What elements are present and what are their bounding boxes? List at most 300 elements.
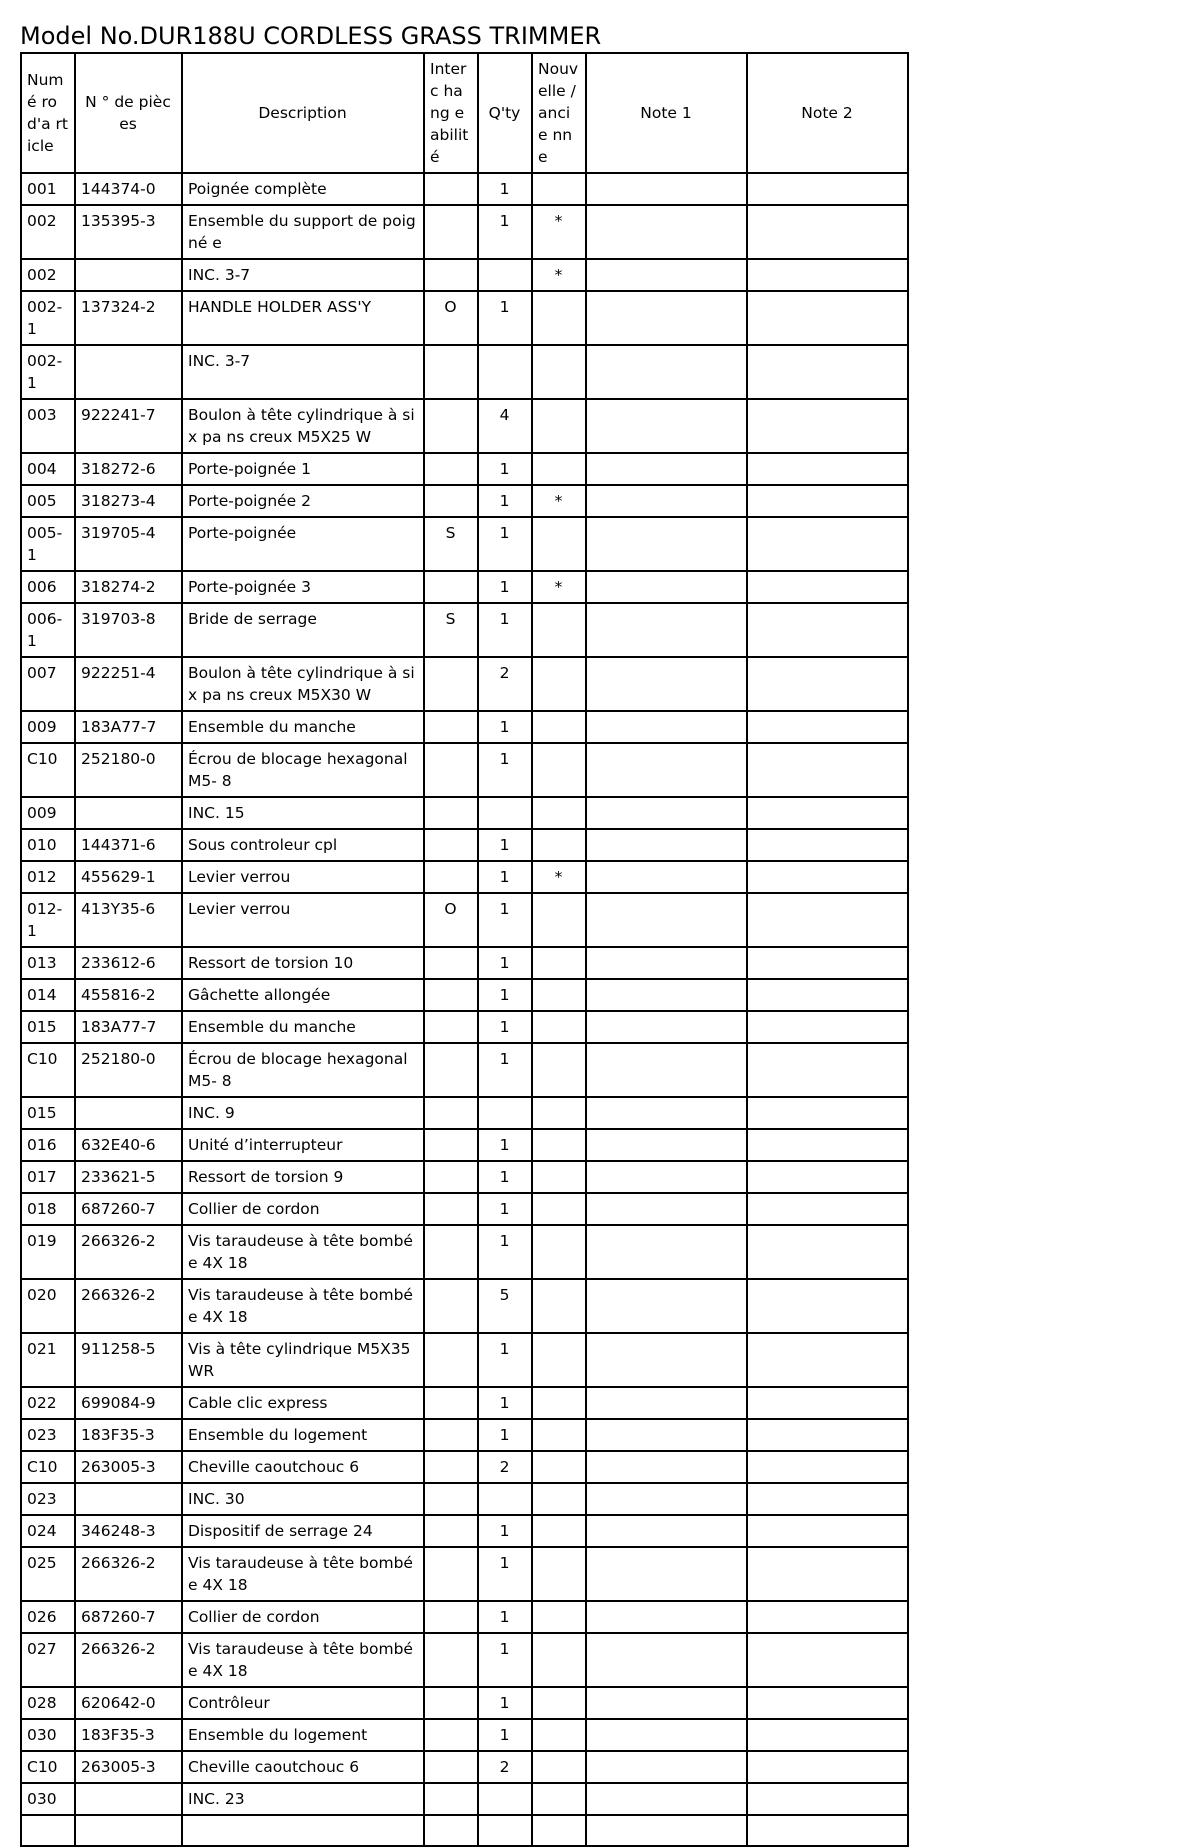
cell-new-old: [532, 345, 586, 399]
cell-note-2: [747, 603, 908, 657]
cell-item-number: 015: [21, 1011, 75, 1043]
cell-description: Collier de cordon: [182, 1601, 424, 1633]
table-row: [21, 829, 908, 861]
cell-interchangeability: [424, 829, 478, 861]
cell-note-1: [586, 1815, 747, 1846]
cell-item-number: 006-1: [21, 603, 75, 657]
cell-new-old: [532, 1515, 586, 1547]
cell-quantity: [478, 1815, 532, 1846]
cell-description: Bride de serrage: [182, 603, 424, 657]
cell-new-old: [532, 1011, 586, 1043]
table-row: [21, 1515, 908, 1547]
cell-note-2: [747, 1783, 908, 1815]
cell-note-2: [747, 1333, 908, 1387]
cell-note-1: [586, 797, 747, 829]
cell-note-1: [586, 571, 747, 603]
cell-note-2: [747, 1043, 908, 1097]
cell-note-1: [586, 743, 747, 797]
cell-note-2: [747, 1601, 908, 1633]
cell-note-2: [747, 1161, 908, 1193]
cell-interchangeability: [424, 1097, 478, 1129]
cell-note-1: [586, 657, 747, 711]
table-row: [21, 1687, 908, 1719]
cell-interchangeability: [424, 1451, 478, 1483]
cell-quantity: 1: [478, 1043, 532, 1097]
cell-interchangeability: [424, 485, 478, 517]
cell-item-number: 002: [21, 205, 75, 259]
cell-part-number: 135395-3: [75, 205, 182, 259]
cell-note-1: [586, 399, 747, 453]
cell-new-old: [532, 947, 586, 979]
cell-part-number: 266326-2: [75, 1633, 182, 1687]
cell-item-number: C10: [21, 1751, 75, 1783]
cell-part-number: 413Y35-6: [75, 893, 182, 947]
cell-note-2: [747, 485, 908, 517]
table-row: [21, 571, 908, 603]
cell-new-old: [532, 1387, 586, 1419]
cell-new-old: [532, 1633, 586, 1687]
cell-interchangeability: [424, 259, 478, 291]
cell-interchangeability: [424, 1633, 478, 1687]
cell-part-number: 183F35-3: [75, 1419, 182, 1451]
cell-part-number: 266326-2: [75, 1225, 182, 1279]
cell-description: INC. 3-7: [182, 259, 424, 291]
table-row: [21, 1751, 908, 1783]
table-row: [21, 205, 908, 259]
cell-description: Vis taraudeuse à tête bombée 4X 18: [182, 1547, 424, 1601]
cell-part-number: [75, 797, 182, 829]
cell-description: Ressort de torsion 10: [182, 947, 424, 979]
cell-note-1: [586, 453, 747, 485]
cell-part-number: 699084-9: [75, 1387, 182, 1419]
parts-table: [20, 52, 909, 1847]
table-row: [21, 517, 908, 571]
cell-note-2: [747, 345, 908, 399]
cell-new-old: [532, 893, 586, 947]
cell-new-old: [532, 711, 586, 743]
cell-quantity: 1: [478, 173, 532, 205]
cell-quantity: 1: [478, 453, 532, 485]
cell-note-1: [586, 1719, 747, 1751]
cell-new-old: [532, 1687, 586, 1719]
cell-item-number: 028: [21, 1687, 75, 1719]
cell-note-2: [747, 1387, 908, 1419]
table-row: [21, 711, 908, 743]
table-row: [21, 861, 908, 893]
cell-note-1: [586, 1515, 747, 1547]
cell-item-number: 025: [21, 1547, 75, 1601]
cell-quantity: [478, 1783, 532, 1815]
cell-part-number: [75, 1783, 182, 1815]
cell-quantity: [478, 345, 532, 399]
cell-item-number: C10: [21, 1043, 75, 1097]
cell-note-2: [747, 517, 908, 571]
cell-description: INC. 30: [182, 1483, 424, 1515]
cell-item-number: 009: [21, 797, 75, 829]
cell-note-2: [747, 829, 908, 861]
cell-item-number: 014: [21, 979, 75, 1011]
cell-quantity: 1: [478, 205, 532, 259]
cell-part-number: 632E40-6: [75, 1129, 182, 1161]
cell-interchangeability: [424, 1043, 478, 1097]
cell-note-2: [747, 1279, 908, 1333]
cell-note-1: [586, 1279, 747, 1333]
cell-interchangeability: [424, 1483, 478, 1515]
cell-note-1: [586, 205, 747, 259]
cell-description: INC. 3-7: [182, 345, 424, 399]
cell-item-number: 030: [21, 1783, 75, 1815]
cell-note-1: [586, 1225, 747, 1279]
cell-item-number: 003: [21, 399, 75, 453]
cell-description: Cheville caoutchouc 6: [182, 1451, 424, 1483]
table-row: [21, 797, 908, 829]
cell-item-number: 030: [21, 1719, 75, 1751]
cell-interchangeability: [424, 657, 478, 711]
cell-new-old: *: [532, 205, 586, 259]
cell-note-2: [747, 453, 908, 485]
cell-note-1: [586, 485, 747, 517]
cell-quantity: 1: [478, 1129, 532, 1161]
cell-item-number: 026: [21, 1601, 75, 1633]
cell-note-1: [586, 1451, 747, 1483]
table-row: [21, 1387, 908, 1419]
cell-description: Boulon à tête cylindrique à six pa ns creux M5X25 W: [182, 399, 424, 453]
cell-note-1: [586, 345, 747, 399]
cell-interchangeability: [424, 1387, 478, 1419]
cell-note-1: [586, 947, 747, 979]
cell-note-2: [747, 711, 908, 743]
cell-interchangeability: [424, 797, 478, 829]
cell-description: Ensemble du logement: [182, 1419, 424, 1451]
cell-new-old: [532, 603, 586, 657]
cell-interchangeability: [424, 1783, 478, 1815]
cell-new-old: [532, 797, 586, 829]
cell-note-1: [586, 1129, 747, 1161]
table-row: [21, 399, 908, 453]
cell-interchangeability: [424, 1129, 478, 1161]
table-row: [21, 979, 908, 1011]
cell-interchangeability: [424, 1333, 478, 1387]
cell-description: Vis taraudeuse à tête bombée 4X 18: [182, 1633, 424, 1687]
cell-description: Ensemble du manche: [182, 1011, 424, 1043]
cell-quantity: 1: [478, 1687, 532, 1719]
cell-note-1: [586, 603, 747, 657]
cell-note-1: [586, 1483, 747, 1515]
cell-item-number: 005: [21, 485, 75, 517]
cell-interchangeability: [424, 861, 478, 893]
cell-description: Collier de cordon: [182, 1193, 424, 1225]
cell-item-number: 019: [21, 1225, 75, 1279]
cell-note-1: [586, 1011, 747, 1043]
cell-note-1: [586, 1783, 747, 1815]
cell-item-number: 015: [21, 1097, 75, 1129]
cell-note-1: [586, 861, 747, 893]
cell-item-number: 020: [21, 1279, 75, 1333]
cell-description: Vis taraudeuse à tête bombée 4X 18: [182, 1279, 424, 1333]
cell-note-1: [586, 1193, 747, 1225]
cell-quantity: 2: [478, 657, 532, 711]
cell-description: Boulon à tête cylindrique à six pa ns creux M5X30 W: [182, 657, 424, 711]
cell-item-number: 017: [21, 1161, 75, 1193]
column-header-new-old: Nouv elle / ancie nne: [532, 53, 586, 173]
cell-part-number: 922251-4: [75, 657, 182, 711]
cell-new-old: [532, 291, 586, 345]
cell-description: Porte-poignée 1: [182, 453, 424, 485]
cell-note-2: [747, 291, 908, 345]
table-row: [21, 1719, 908, 1751]
cell-note-2: [747, 893, 908, 947]
cell-item-number: 002: [21, 259, 75, 291]
cell-quantity: 1: [478, 1225, 532, 1279]
cell-description: Porte-poignée 2: [182, 485, 424, 517]
cell-note-1: [586, 1333, 747, 1387]
cell-description: Levier verrou: [182, 861, 424, 893]
cell-note-1: [586, 291, 747, 345]
cell-note-2: [747, 1011, 908, 1043]
cell-note-1: [586, 1633, 747, 1687]
table-row: [21, 485, 908, 517]
cell-quantity: 1: [478, 1333, 532, 1387]
cell-item-number: 013: [21, 947, 75, 979]
table-row: [21, 947, 908, 979]
table-row: [21, 1225, 908, 1279]
cell-part-number: 455816-2: [75, 979, 182, 1011]
cell-interchangeability: [424, 1547, 478, 1601]
cell-new-old: [532, 1547, 586, 1601]
cell-quantity: 1: [478, 893, 532, 947]
cell-note-2: [747, 861, 908, 893]
cell-note-1: [586, 979, 747, 1011]
table-row: [21, 1097, 908, 1129]
cell-quantity: 1: [478, 1719, 532, 1751]
cell-note-2: [747, 205, 908, 259]
page-title: Model No.DUR188U CORDLESS GRASS TRIMMER: [20, 22, 602, 50]
table-row: [21, 657, 908, 711]
cell-item-number: 002-1: [21, 345, 75, 399]
cell-note-2: [747, 1097, 908, 1129]
cell-quantity: 1: [478, 1515, 532, 1547]
cell-note-1: [586, 1387, 747, 1419]
cell-new-old: [532, 1129, 586, 1161]
cell-note-2: [747, 657, 908, 711]
cell-new-old: *: [532, 861, 586, 893]
cell-quantity: 1: [478, 603, 532, 657]
cell-quantity: 1: [478, 1193, 532, 1225]
cell-part-number: 687260-7: [75, 1601, 182, 1633]
cell-note-2: [747, 1129, 908, 1161]
cell-new-old: [532, 453, 586, 485]
cell-note-2: [747, 1633, 908, 1687]
cell-description: INC. 9: [182, 1097, 424, 1129]
cell-part-number: 266326-2: [75, 1279, 182, 1333]
cell-description: HANDLE HOLDER ASS'Y: [182, 291, 424, 345]
cell-interchangeability: [424, 1225, 478, 1279]
cell-part-number: [75, 1097, 182, 1129]
table-row: [21, 1783, 908, 1815]
table-row: [21, 1193, 908, 1225]
cell-quantity: [478, 259, 532, 291]
cell-interchangeability: [424, 1687, 478, 1719]
column-header-quantity: Q'ty: [478, 53, 532, 173]
cell-note-1: [586, 517, 747, 571]
cell-part-number: 263005-3: [75, 1451, 182, 1483]
cell-interchangeability: [424, 1011, 478, 1043]
cell-quantity: 4: [478, 399, 532, 453]
table-row: [21, 1043, 908, 1097]
cell-quantity: 1: [478, 711, 532, 743]
column-header-description: Description: [182, 53, 424, 173]
cell-part-number: [75, 1815, 182, 1846]
table-row: [21, 1419, 908, 1451]
cell-part-number: 137324-2: [75, 291, 182, 345]
cell-description: Ensemble du logement: [182, 1719, 424, 1751]
cell-description: Ensemble du support de poigné e: [182, 205, 424, 259]
column-header-note-2: Note 2: [747, 53, 908, 173]
cell-part-number: 233612-6: [75, 947, 182, 979]
cell-note-2: [747, 399, 908, 453]
cell-new-old: [532, 1815, 586, 1846]
table-row: [21, 603, 908, 657]
table-row: [21, 1011, 908, 1043]
cell-note-1: [586, 173, 747, 205]
cell-note-2: [747, 797, 908, 829]
cell-item-number: 018: [21, 1193, 75, 1225]
cell-interchangeability: [424, 1161, 478, 1193]
cell-part-number: 922241-7: [75, 399, 182, 453]
cell-note-2: [747, 1193, 908, 1225]
cell-note-2: [747, 979, 908, 1011]
cell-part-number: 318272-6: [75, 453, 182, 485]
cell-quantity: 1: [478, 291, 532, 345]
cell-part-number: 263005-3: [75, 1751, 182, 1783]
cell-quantity: [478, 797, 532, 829]
cell-description: Cheville caoutchouc 6: [182, 1751, 424, 1783]
cell-description: Ensemble du manche: [182, 711, 424, 743]
table-row: [21, 743, 908, 797]
cell-new-old: [532, 173, 586, 205]
cell-note-2: [747, 1687, 908, 1719]
cell-description: Ressort de torsion 9: [182, 1161, 424, 1193]
cell-note-2: [747, 571, 908, 603]
cell-part-number: 319703-8: [75, 603, 182, 657]
cell-note-2: [747, 1419, 908, 1451]
cell-new-old: [532, 1193, 586, 1225]
cell-item-number: 004: [21, 453, 75, 485]
column-header-part-number: N ° de pièces: [75, 53, 182, 173]
table-row: [21, 1129, 908, 1161]
cell-quantity: 1: [478, 1387, 532, 1419]
cell-description: Écrou de blocage hexagonal M5- 8: [182, 1043, 424, 1097]
cell-new-old: [532, 743, 586, 797]
cell-note-1: [586, 893, 747, 947]
cell-item-number: 021: [21, 1333, 75, 1387]
cell-new-old: [532, 1097, 586, 1129]
cell-part-number: 318274-2: [75, 571, 182, 603]
cell-part-number: 183A77-7: [75, 711, 182, 743]
cell-item-number: 005-1: [21, 517, 75, 571]
cell-part-number: 266326-2: [75, 1547, 182, 1601]
cell-new-old: *: [532, 571, 586, 603]
cell-interchangeability: [424, 1193, 478, 1225]
cell-note-2: [747, 947, 908, 979]
cell-item-number: 027: [21, 1633, 75, 1687]
cell-description: Contrôleur: [182, 1687, 424, 1719]
cell-part-number: [75, 259, 182, 291]
cell-note-1: [586, 1687, 747, 1719]
table-row: [21, 1547, 908, 1601]
cell-interchangeability: [424, 205, 478, 259]
cell-note-1: [586, 1751, 747, 1783]
cell-description: Unité d’interrupteur: [182, 1129, 424, 1161]
cell-interchangeability: [424, 399, 478, 453]
cell-part-number: 620642-0: [75, 1687, 182, 1719]
column-header-item-number: Numé ro d'a rticle: [21, 53, 75, 173]
table-row: [21, 1633, 908, 1687]
table-row: [21, 1161, 908, 1193]
cell-interchangeability: [424, 1601, 478, 1633]
cell-interchangeability: [424, 571, 478, 603]
cell-note-1: [586, 829, 747, 861]
cell-quantity: 1: [478, 979, 532, 1011]
cell-part-number: 319705-4: [75, 517, 182, 571]
cell-new-old: [532, 1419, 586, 1451]
cell-note-2: [747, 1815, 908, 1846]
cell-note-2: [747, 743, 908, 797]
cell-description: Dispositif de serrage 24: [182, 1515, 424, 1547]
cell-note-2: [747, 1515, 908, 1547]
cell-part-number: 183A77-7: [75, 1011, 182, 1043]
cell-new-old: [532, 1751, 586, 1783]
cell-new-old: [532, 1601, 586, 1633]
cell-interchangeability: [424, 453, 478, 485]
cell-interchangeability: O: [424, 291, 478, 345]
cell-note-1: [586, 1097, 747, 1129]
cell-description: Écrou de blocage hexagonal M5- 8: [182, 743, 424, 797]
cell-quantity: 1: [478, 829, 532, 861]
cell-note-1: [586, 1419, 747, 1451]
cell-note-2: [747, 1225, 908, 1279]
cell-note-1: [586, 259, 747, 291]
cell-part-number: 144371-6: [75, 829, 182, 861]
cell-quantity: 1: [478, 1419, 532, 1451]
cell-item-number: 002-1: [21, 291, 75, 345]
cell-new-old: [532, 979, 586, 1011]
cell-new-old: [532, 1161, 586, 1193]
cell-item-number: 023: [21, 1483, 75, 1515]
cell-note-1: [586, 1161, 747, 1193]
cell-part-number: 252180-0: [75, 1043, 182, 1097]
cell-part-number: 144374-0: [75, 173, 182, 205]
cell-new-old: [532, 1719, 586, 1751]
cell-new-old: [532, 657, 586, 711]
cell-note-2: [747, 173, 908, 205]
cell-note-1: [586, 711, 747, 743]
cell-interchangeability: [424, 947, 478, 979]
cell-quantity: 2: [478, 1451, 532, 1483]
cell-description: Porte-poignée: [182, 517, 424, 571]
cell-quantity: 1: [478, 1601, 532, 1633]
table-row: [21, 259, 908, 291]
cell-interchangeability: [424, 173, 478, 205]
table-row: [21, 345, 908, 399]
cell-item-number: 010: [21, 829, 75, 861]
cell-item-number: C10: [21, 1451, 75, 1483]
cell-interchangeability: [424, 743, 478, 797]
cell-part-number: [75, 1483, 182, 1515]
cell-quantity: [478, 1097, 532, 1129]
cell-new-old: [532, 517, 586, 571]
cell-quantity: 1: [478, 947, 532, 979]
